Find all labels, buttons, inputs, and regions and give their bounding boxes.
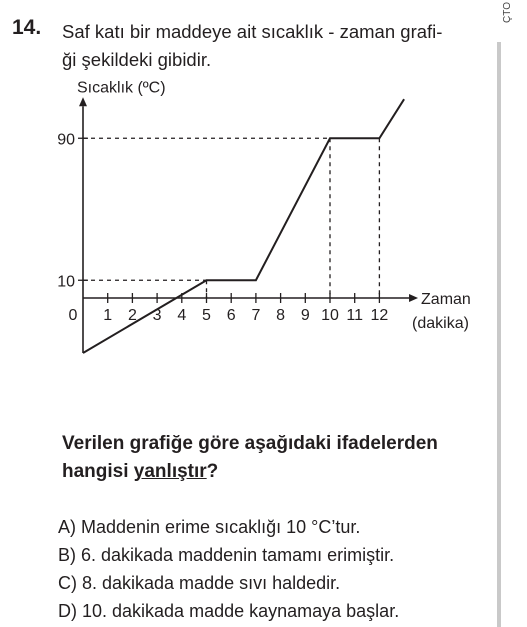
y-axis-arrow [79,97,87,106]
x-tick-label-8: 8 [276,307,286,324]
x-tick-label-4: 4 [177,307,187,324]
x-tick-label-12: 12 [370,307,389,324]
x-tick-label-2: 2 [127,307,137,324]
y-tick-label-10: 10 [57,273,75,291]
option-d[interactable]: D) 10. dakikada madde kaynamaya başlar. [58,601,400,621]
option-a[interactable]: A) Maddenin erime sıcaklığı 10 °C’tur. [58,517,361,537]
x-tick-label-5: 5 [202,307,211,324]
x-tick-label-9: 9 [300,307,310,324]
question-stem-line-2: ği şekildeki gibidir. [62,49,212,70]
x-tick-label-10: 10 [321,307,339,324]
question-prompt [62,430,492,486]
origin-label: 0 [68,307,78,324]
x-tick-label-11: 11 [346,307,364,324]
x-tick-label-6: 6 [226,307,236,324]
question-prompt-line-1: Verilen grafiğe göre aşağıdaki ifadelerden [62,433,438,454]
x-tick-label-3: 3 [152,307,162,324]
question-stem-line-1: Saf katı bir maddeye ait sıcaklık - zaman grafi- [62,21,443,42]
answer-options [58,513,498,625]
option-b[interactable]: B) 6. dakikada maddenin tamamı erimiştir. [58,545,395,565]
question-number: 14. [12,16,42,39]
question-stem [62,18,492,74]
temperature-time-chart [0,80,497,410]
x-axis-title: Zaman [421,291,471,308]
x-tick-label-1: 1 [103,307,113,324]
x-axis-unit: (dakika) [412,315,469,332]
y-axis-title: Sıcaklık (ºC) [77,80,166,97]
prompt-keyword: yanlıştır [133,461,207,482]
question-prompt-line-2 [62,458,492,486]
prompt-mark: ? [206,461,219,482]
prompt-text: hangisi [62,461,134,482]
option-c[interactable]: C) 8. dakikada madde sıvı haldedir. [58,573,341,593]
x-tick-label-7: 7 [251,307,261,324]
x-axis-arrow [409,294,418,302]
side-code: ÇTO [502,2,513,23]
y-tick-label-90: 90 [57,131,75,149]
